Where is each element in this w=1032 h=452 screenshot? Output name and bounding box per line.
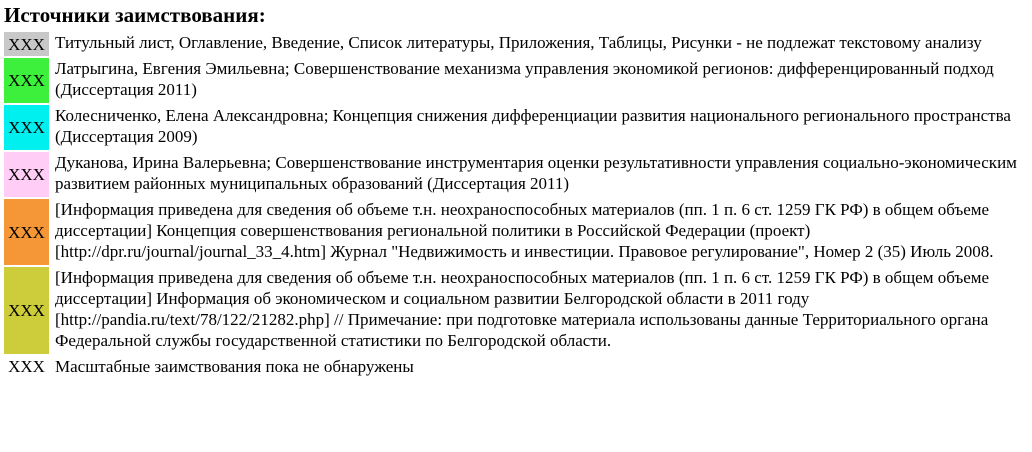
source-description: Дуканова, Ирина Валерьевна; Совершенствование инструментария оценки результативности управления социально-экономическим развитием районных муниципальных образований (Диссертация 2011) bbox=[55, 153, 1017, 193]
source-description: [Информация приведена для сведения об объеме т.н. неохраноспособных материалов (пп. 1 п. 6 ст. 1259 ГК РФ) в общем объеме диссертации] Концепция совершенствования региональной политики в Российской Федерации (проект) [http://dpr.ru/journal/journal_33_4.htm] Журнал "Недвижимость и инвестиции. Правовое регулирование", Номер 2 (35) Июль 2008. bbox=[55, 200, 994, 261]
source-row bbox=[4, 152, 1026, 197]
source-description: [Информация приведена для сведения об объеме т.н. неохраноспособных материалов (пп. 1 п. 6 ст. 1259 ГК РФ) в общем объеме диссертации] Информация об экономическом и социальном развитии Белгородской области в 2011 году [http://pandia.ru/text/78/122/21282.php] // Примечание: при подготовке материала использованы данные Территориального органа Федеральной службы государственной статистики по Белгородской области. bbox=[55, 268, 990, 350]
source-color-swatch: XXX bbox=[4, 58, 49, 103]
not-found-swatch: XXX bbox=[4, 356, 49, 377]
source-color-swatch: XXX bbox=[4, 267, 49, 354]
source-color-swatch: XXX bbox=[4, 32, 49, 56]
source-row bbox=[4, 58, 1026, 103]
source-description: Латрыгина, Евгения Эмильевна; Совершенствование механизма управления экономикой регионов: дифференцированный подход (Диссертация 2011) bbox=[55, 59, 994, 99]
sources-heading: Источники заимствования: bbox=[4, 3, 266, 27]
not-found-description: Масштабные заимствования пока не обнаружены bbox=[55, 357, 414, 376]
source-color-swatch: XXX bbox=[4, 105, 49, 150]
source-row bbox=[4, 199, 1026, 265]
sources-table bbox=[2, 30, 1028, 379]
source-description: Титульный лист, Оглавление, Введение, Список литературы, Приложения, Таблицы, Рисунки - не подлежат текстовому анализу bbox=[55, 33, 982, 52]
source-row bbox=[4, 32, 1026, 56]
source-row bbox=[4, 267, 1026, 354]
source-color-swatch: XXX bbox=[4, 199, 49, 265]
source-row bbox=[4, 105, 1026, 150]
source-color-swatch: XXX bbox=[4, 152, 49, 197]
source-description: Колесниченко, Елена Александровна; Концепция снижения дифференциации развития национального регионального пространства (Диссертация 2009) bbox=[55, 106, 1011, 146]
not-found-row bbox=[4, 356, 1026, 377]
